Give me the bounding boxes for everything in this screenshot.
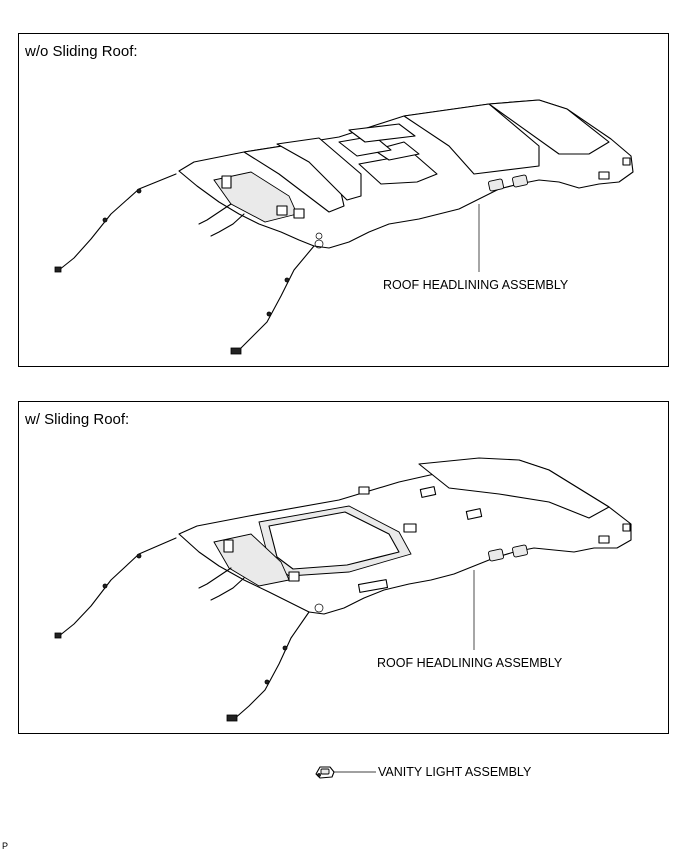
panel-title: w/ Sliding Roof:	[25, 411, 130, 428]
panel-with-sliding-roof	[18, 401, 669, 734]
wire-branch	[199, 568, 231, 588]
wire-branch	[199, 204, 231, 224]
clip	[599, 536, 609, 543]
clip	[137, 189, 141, 193]
clip	[289, 572, 299, 581]
clip	[359, 487, 369, 494]
clip	[294, 209, 304, 218]
wire-branch	[211, 214, 244, 236]
wire-harness	[233, 612, 309, 720]
roof-headlining-label: ROOF HEADLINING ASSEMBLY	[377, 656, 563, 670]
connector	[55, 633, 61, 638]
headlining-illustration-no-sunroof	[19, 34, 668, 366]
headlining-illustration-sunroof	[19, 402, 668, 733]
clip	[103, 218, 107, 222]
vanity-light-legend	[312, 760, 612, 784]
wire-harness	[59, 538, 176, 636]
connector	[55, 267, 61, 272]
clip	[283, 646, 287, 650]
clip	[265, 680, 269, 684]
connector	[231, 348, 241, 354]
vanity-light-label: VANITY LIGHT ASSEMBLY	[378, 765, 532, 779]
clip	[224, 540, 233, 552]
clip	[277, 206, 287, 215]
clip	[222, 176, 231, 188]
clip	[404, 524, 416, 532]
wire-harness	[59, 174, 176, 270]
clip	[103, 584, 107, 588]
connector	[227, 715, 237, 721]
wire-branch	[211, 578, 244, 600]
panel-without-sliding-roof	[18, 33, 669, 367]
wire-harness	[237, 246, 314, 352]
clip	[267, 312, 271, 316]
clip	[137, 554, 141, 558]
clip	[623, 158, 630, 165]
page-code: P	[2, 841, 9, 851]
clip	[623, 524, 630, 531]
clip	[599, 172, 609, 179]
roof-headlining-label: ROOF HEADLINING ASSEMBLY	[383, 278, 569, 292]
vanity-light-icon	[312, 760, 382, 784]
panel-title: w/o Sliding Roof:	[25, 43, 138, 60]
clip	[285, 278, 289, 282]
